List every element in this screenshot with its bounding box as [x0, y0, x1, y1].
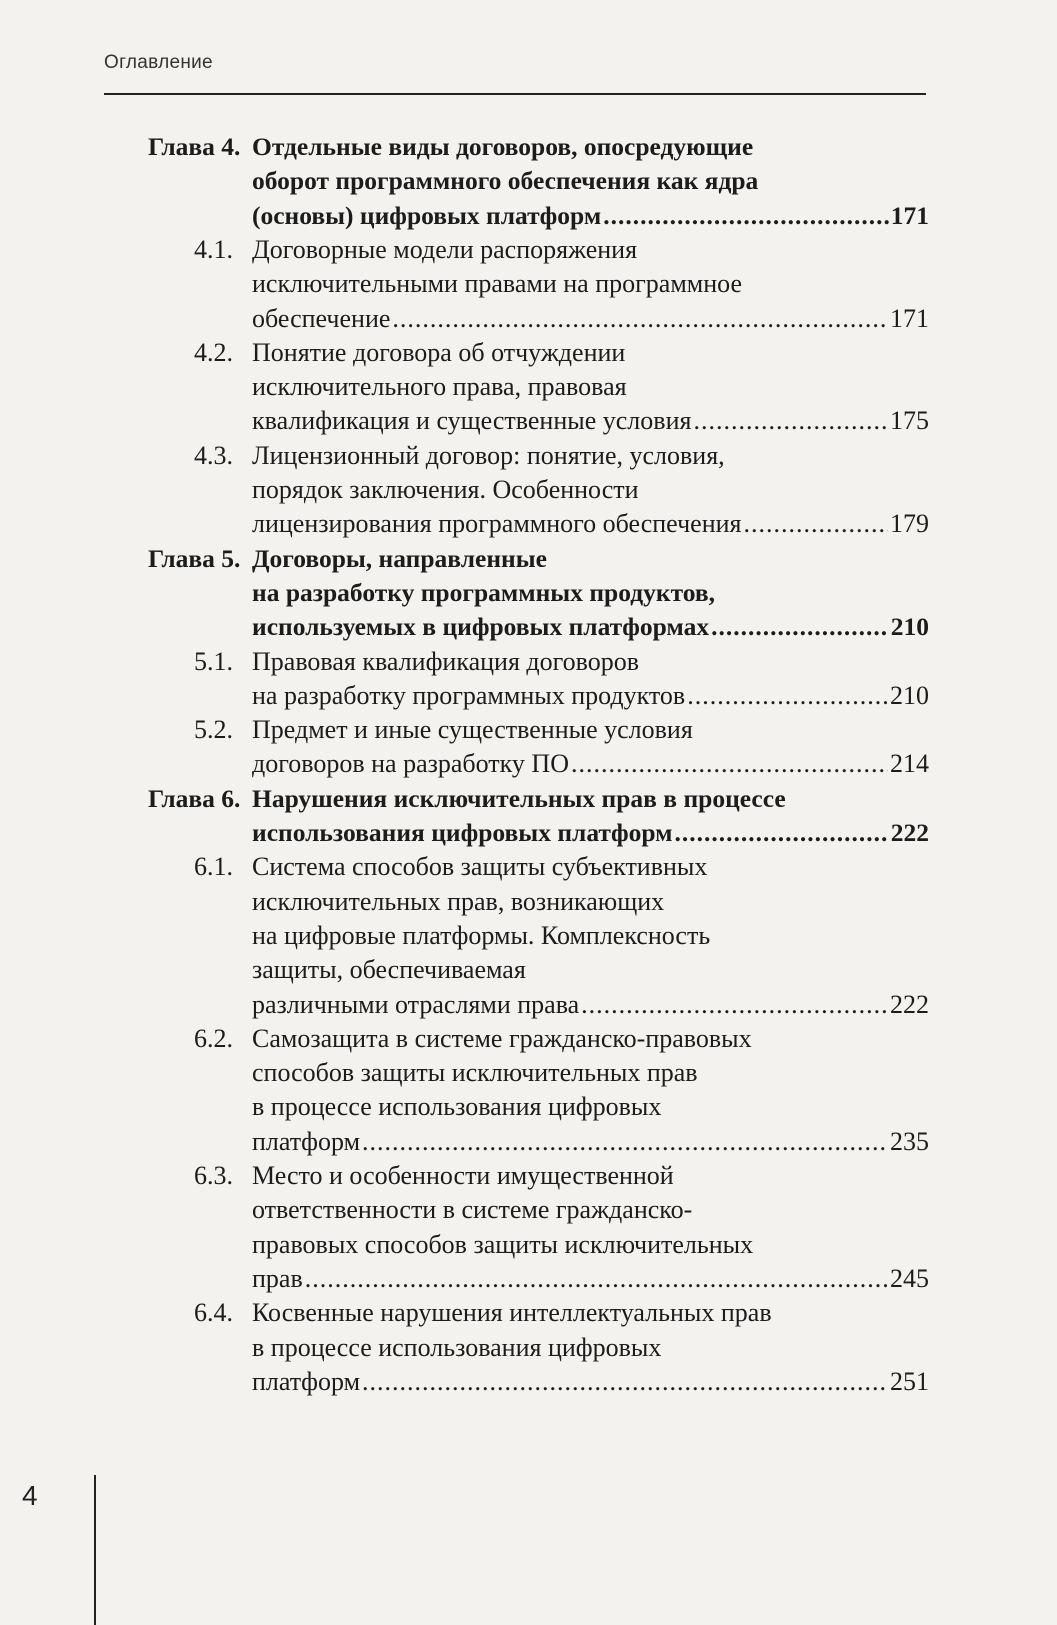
- section-number: 6.3.: [194, 1161, 233, 1190]
- toc-title-line: на разработку программных продуктов,: [252, 577, 716, 607]
- leader-dots: [693, 404, 888, 438]
- toc-title-line: исключительными правами на программное: [252, 269, 743, 299]
- toc-page-number: 210: [890, 612, 929, 642]
- toc-title-text: использования цифровых платформ: [252, 818, 673, 847]
- chapter-number: Глава 4.: [148, 132, 241, 161]
- toc-title-line: [252, 988, 929, 1022]
- section-number: 4.1.: [194, 234, 233, 264]
- toc-title-line: Договорные модели распоряжения: [252, 234, 638, 264]
- toc-title-line: [252, 1262, 929, 1296]
- leader-dots: [362, 1365, 888, 1399]
- toc-title-line: на цифровые платформы. Комплексность: [252, 920, 711, 950]
- toc-page-number: 179: [890, 509, 929, 539]
- toc-title-text: на разработку программных продуктов: [252, 680, 686, 710]
- toc-title-line: [252, 679, 929, 713]
- toc-title-line: [252, 302, 929, 336]
- toc-page-number: 175: [890, 406, 929, 436]
- section-number: 6.1.: [194, 852, 233, 882]
- toc-title-line: Косвенные нарушения интеллектуальных прав: [252, 1298, 772, 1328]
- toc-title-line: способов защиты исключительных прав: [252, 1058, 698, 1088]
- section-number: 4.3.: [194, 440, 233, 470]
- toc-page-number: 214: [890, 749, 929, 779]
- toc-title-text: лицензирования программного обеспечения: [252, 509, 742, 539]
- toc-title-text: платформ: [252, 1366, 361, 1396]
- toc-page-number: 251: [890, 1366, 929, 1396]
- leader-dots: [581, 988, 888, 1022]
- toc-title-line: в процессе использования цифровых: [252, 1092, 662, 1122]
- header-rule: [104, 93, 926, 95]
- margin-rule: [94, 1475, 96, 1625]
- chapter-number: Глава 5.: [148, 543, 241, 573]
- toc-title-line: [252, 199, 929, 233]
- toc-title-text: (основы) цифровых платформ: [252, 200, 602, 230]
- toc-title-text: используемых в цифровых платформах: [252, 612, 710, 642]
- toc-page-number: 222: [890, 818, 929, 847]
- chapter-number: Глава 6.: [148, 783, 241, 813]
- section-number: 5.2.: [194, 715, 233, 745]
- toc-page-number: 235: [890, 1126, 929, 1156]
- leader-dots: [743, 507, 888, 541]
- section-number: 6.4.: [194, 1298, 233, 1328]
- toc-title-line: Предмет и иные существенные условия: [252, 715, 693, 745]
- toc-title-line: Нарушения исключительных прав в процессе: [252, 783, 786, 813]
- toc-title-text: платформ: [252, 1126, 361, 1156]
- toc-page-number: 222: [890, 989, 929, 1019]
- toc-page-number: 171: [890, 200, 929, 230]
- section-number: 6.2.: [194, 1023, 233, 1053]
- leader-dots: [687, 679, 888, 713]
- toc-title-line: Система способов защиты субъективных: [252, 852, 708, 882]
- toc-title-line: Место и особенности имущественной: [252, 1161, 674, 1190]
- toc-page-number: 245: [890, 1263, 929, 1293]
- toc-title-line: Самозащита в системе гражданско-правовых: [252, 1023, 752, 1053]
- toc-title-line: Правовая квалификация договоров: [252, 646, 640, 676]
- toc-title-line: [252, 610, 929, 644]
- leader-dots: [675, 816, 889, 850]
- toc-title-line: ответственности в системе гражданско-: [252, 1195, 693, 1225]
- section-number: 5.1.: [194, 646, 233, 676]
- toc-title-text: договоров на разработку ПО: [252, 749, 569, 779]
- toc-title-line: оборот программного обеспечения как ядра: [252, 166, 759, 196]
- toc-title-text: квалификация и существенные условия: [252, 406, 692, 436]
- toc-title-line: правовых способов защиты исключительных: [252, 1229, 754, 1259]
- leader-dots: [392, 302, 888, 336]
- toc-title-line: в процессе использования цифровых: [252, 1332, 662, 1362]
- toc-title-text: обеспечение: [252, 303, 391, 333]
- toc-title-line: [252, 404, 929, 438]
- leader-dots: [362, 1125, 888, 1159]
- toc-title-line: Отдельные виды договоров, опосредующие: [252, 132, 754, 161]
- toc-title-line: исключительного права, правовая: [252, 372, 627, 402]
- toc-title-line: порядок заключения. Особенности: [252, 475, 639, 504]
- toc-title-line: [252, 1125, 929, 1159]
- leader-dots: [571, 747, 888, 781]
- toc-title-line: защиты, обеспечиваемая: [252, 955, 526, 985]
- toc-title-line: [252, 747, 929, 781]
- leader-dots: [305, 1262, 888, 1296]
- section-number: 4.2.: [194, 337, 233, 367]
- toc-title-line: Лицензионный договор: понятие, условия,: [252, 440, 725, 470]
- toc-title-line: исключительных прав, возникающих: [252, 886, 665, 916]
- toc-title-line: [252, 1365, 929, 1399]
- page-number: 4: [22, 1480, 38, 1511]
- running-title: Оглавление: [104, 52, 213, 73]
- toc-page-number: 210: [890, 680, 929, 710]
- leader-dots: [603, 199, 889, 233]
- toc-title-text: различными отраслями права: [252, 989, 580, 1019]
- toc-title-line: [252, 816, 929, 850]
- leader-dots: [711, 610, 889, 644]
- toc-title-line: Договоры, направленные: [252, 543, 547, 573]
- toc-title-line: [252, 507, 929, 541]
- toc-title-text: прав: [252, 1263, 303, 1293]
- toc-page-number: 171: [890, 303, 929, 333]
- toc-title-line: Понятие договора об отчуждении: [252, 337, 626, 367]
